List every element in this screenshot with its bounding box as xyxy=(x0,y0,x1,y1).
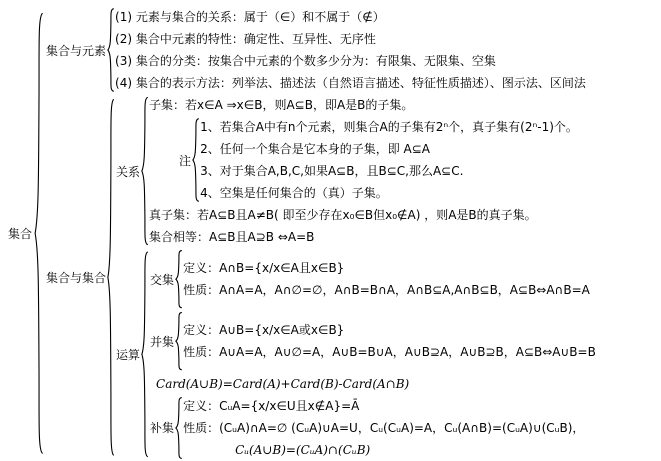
note-item-2: 2、任何一个集合是它本身的子集，即 A⊆A xyxy=(200,142,430,156)
intersection-label: 交集 xyxy=(150,272,175,287)
sets-elements-item-1: (1) 元素与集合的关系：属于（∈）和不属于（∉） xyxy=(115,10,385,24)
complement-properties: 性质：(CᵤA)∩A=∅ (CᵤA)∪A=U，Cᵤ(CᵤA)=A，Cᵤ(A∩B)=(CᵤA)∪(CᵤB)， xyxy=(183,420,585,435)
branch-note xyxy=(178,116,578,204)
sets-sets-label: 集合与集合 xyxy=(46,270,107,285)
relations-brace xyxy=(141,96,148,246)
branch-operations xyxy=(115,248,596,461)
root-row xyxy=(7,6,661,461)
root-children xyxy=(45,6,596,461)
note-item-3: 3、对于集合A,B,C,如果A⊆B，且B⊆C,那么A⊆C. xyxy=(200,164,464,178)
branch-complement xyxy=(149,395,596,461)
union-properties: 性质：A∪A=A，A∪∅=A，A∪B=B∪A，A∪B⊇A，A∪B⊇B，A⊆B⇔A∪B=B xyxy=(183,345,596,360)
union-cardinality-formula: Card(A∪B)=Card(A)+Card(B)-Card(A∩B) xyxy=(156,376,410,391)
set-equality-line: 集合相等：A⊆B且A⊇B ⇔A=B xyxy=(149,230,315,244)
branch-relations xyxy=(115,94,596,248)
sets-elements-item-2: (2) 集合中元素的特性：确定性、互异性、无序性 xyxy=(115,32,376,46)
proper-subset-line: 真子集：若A⊆B且A≠B( 即至少存在x₀∈B但x₀∉A) ，则A是B的真子集。 xyxy=(149,208,537,222)
note-item-1: 1、若集合A中有n个元素，则集合A的子集有2ⁿ个，真子集有(2ⁿ-1)个。 xyxy=(200,120,578,134)
note-label: 注 xyxy=(179,153,192,168)
branch-intersection xyxy=(149,248,596,310)
branch-sets-elements xyxy=(45,6,596,94)
root-label: 集合 xyxy=(8,226,33,241)
complement-brace xyxy=(175,397,182,459)
union-label: 并集 xyxy=(150,334,175,349)
sets-elements-brace xyxy=(107,8,114,92)
subset-line: 子集：若x∈A ⇒x∈B，则A⊆B，即A是B的子集。 xyxy=(149,98,414,112)
note-item-4: 4、空集是任何集合的（真）子集。 xyxy=(200,186,388,200)
branch-sets-sets xyxy=(45,94,596,461)
complement-label: 补集 xyxy=(150,421,175,436)
intersection-properties: 性质：A∩A=A，A∩∅=∅，A∩B=B∩A，A∩B⊆A,A∩B⊆B，A⊆B⇔A∩B=A xyxy=(183,283,590,298)
intersection-definition: 定义：A∩B={x/x∈A且x∈B} xyxy=(183,261,345,276)
sets-sets-brace xyxy=(107,96,114,459)
sets-elements-item-3: (3) 集合的分类：按集合中元素的个数多少分为：有限集、无限集、空集 xyxy=(115,54,496,68)
complement-definition: 定义：CᵤA={x/x∈U且x∉A}=Ā xyxy=(183,398,360,413)
intersection-brace xyxy=(175,250,182,308)
root-brace xyxy=(34,9,43,458)
sets-elements-item-4: (4) 集合的表示方法：列举法、描述法（自然语言描述、特征性质描述）、图示法、区间法 xyxy=(115,76,586,90)
operations-label: 运算 xyxy=(116,347,141,362)
note-brace xyxy=(192,118,199,202)
union-definition: 定义：A∪B={x/x∈A或x∈B} xyxy=(183,323,345,338)
relations-label: 关系 xyxy=(116,164,141,179)
operations-brace xyxy=(141,250,148,459)
branch-union xyxy=(149,310,596,372)
complement-properties-2: Cᵤ(A∪B)=(CᵤA)∩(CᵤB) xyxy=(235,442,371,457)
sets-elements-label: 集合与元素 xyxy=(46,43,107,58)
union-brace xyxy=(175,312,182,370)
